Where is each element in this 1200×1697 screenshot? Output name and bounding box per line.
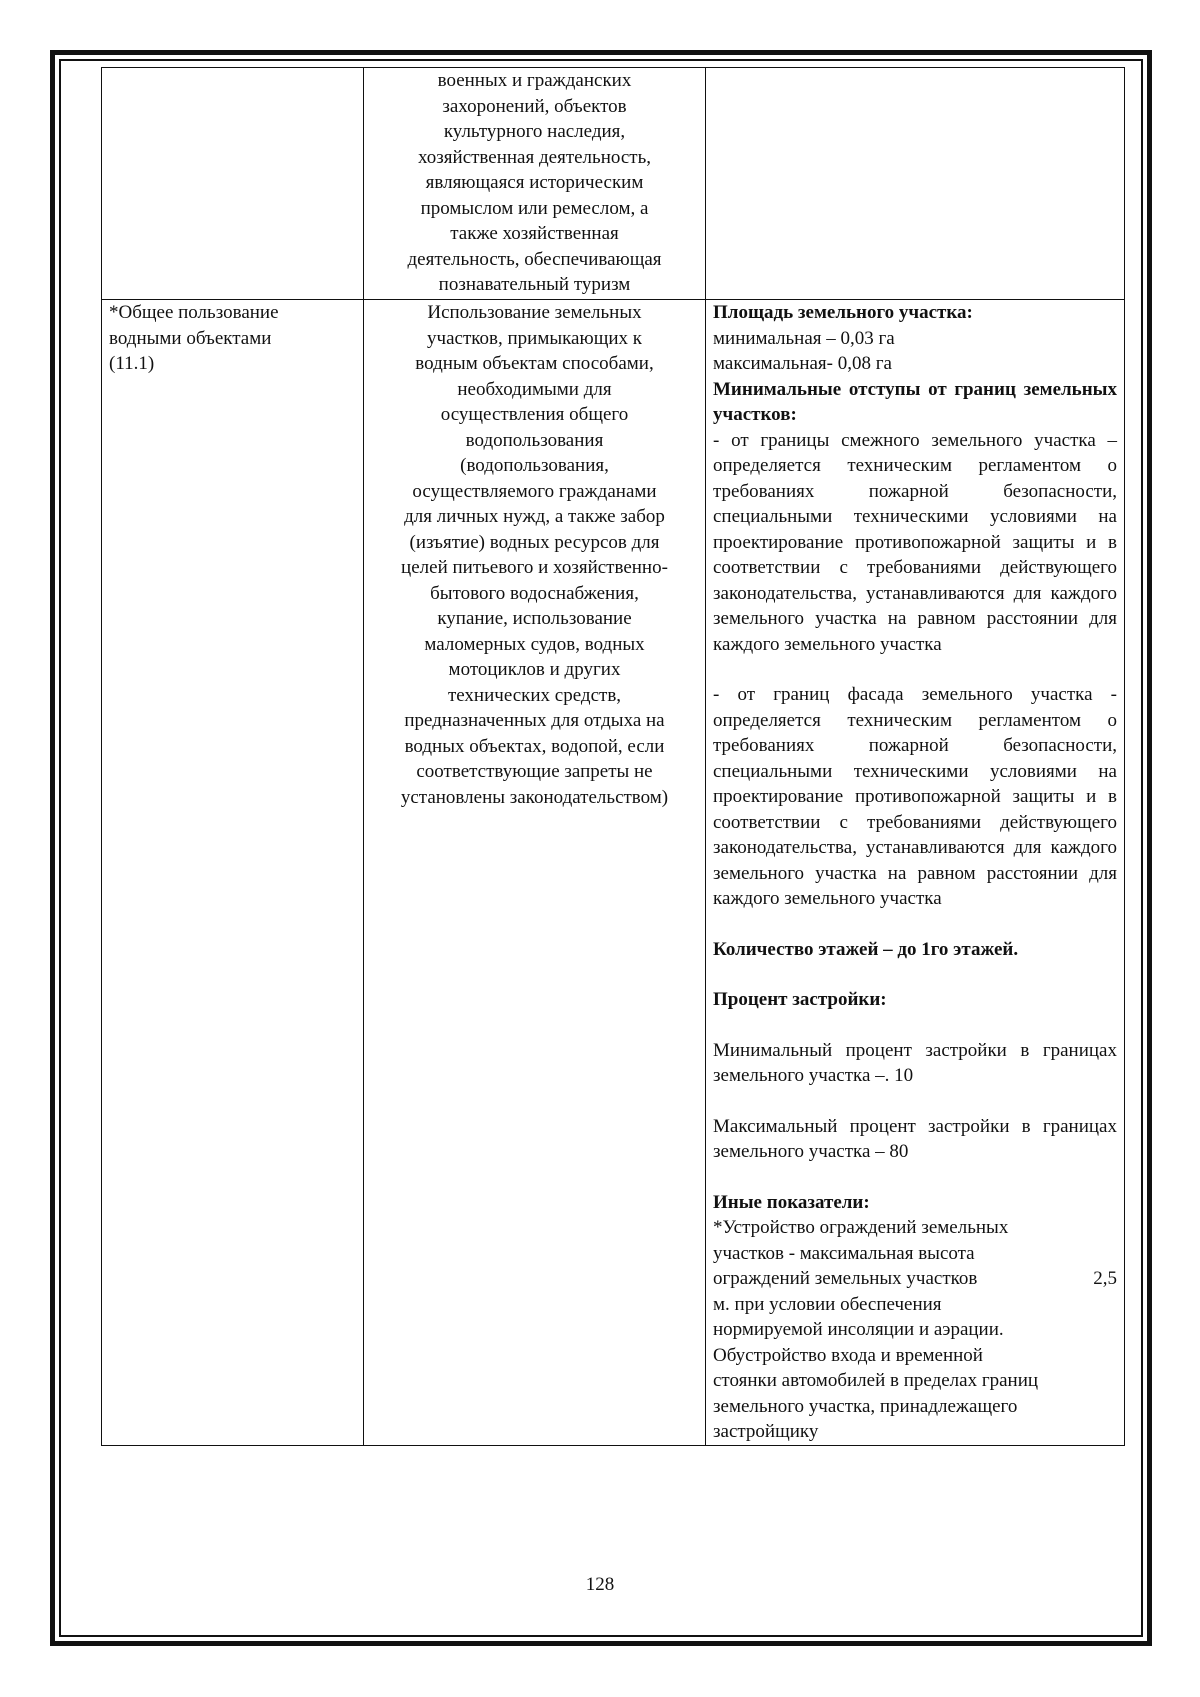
text-line: участков, примыкающих к: [427, 327, 642, 349]
page-number: 128: [585, 1574, 615, 1595]
text-line: (водопользования,: [460, 455, 609, 476]
text-line: являющаяся историческим: [425, 172, 644, 193]
other-title: Иные показатели:: [713, 1191, 870, 1213]
text-line: маломерных судов, водных: [424, 633, 645, 655]
text-line: бытового водоснабжения,: [430, 582, 639, 604]
regulation-table: [101, 67, 1125, 1446]
cell-use-description: [364, 300, 706, 1446]
text-line: соответствующие запреты не: [416, 761, 653, 782]
area-min: минимальная – 0,03 га: [713, 327, 895, 349]
text-line: целей питьевого и хозяйственно-: [401, 557, 668, 578]
text-line: деятельность, обеспечивающая: [407, 248, 662, 270]
parking-text: Обустройство входа и временной стоянки автомобилей в пределах границ земельного участка, принадлежащего застройщику: [713, 1344, 1039, 1442]
text-line: хозяйственная деятельность,: [418, 146, 651, 168]
text-line: купание, использование: [437, 608, 632, 629]
text-line: (11.1): [109, 353, 155, 374]
text-line: *Общее пользование: [109, 302, 279, 323]
text-line: промыслом или ремеслом, а: [420, 197, 649, 219]
setback-adjacent: - от границы смежного земельного участка – определяется техническим регламентом о требованиях пожарной безопасности, специальными техническими условиями на проектирование противопожарной защиты и в соответствии с требованиями действующего законодательства, устанавливаются для каждого земельного участка на равном расстоянии для каждого земельного участка: [713, 429, 1117, 655]
table-row: [102, 300, 1125, 1446]
floors-count: Количество этажей – до 1го этажей.: [713, 938, 1019, 960]
text-line: необходимыми для: [457, 378, 612, 400]
text-line: также хозяйственная: [450, 223, 619, 244]
coverage-min: Минимальный процент застройки в границах земельного участка –. 10: [713, 1039, 1117, 1086]
coverage-title: Процент застройки:: [713, 989, 887, 1010]
text-line: (изъятие) водных ресурсов для: [409, 531, 660, 553]
text-line: военных и гражданских: [437, 70, 632, 91]
text-line: осуществления общего: [440, 404, 629, 425]
cell-parameters: [706, 68, 1125, 300]
table-row: [102, 68, 1125, 300]
text-line: мотоциклов и других: [448, 659, 621, 680]
setback-title: Минимальные отступы от границ земельных участков:: [713, 378, 1117, 425]
text-line: водными объектами: [109, 327, 272, 349]
text-line: водных объектах, водопой, если: [404, 735, 665, 757]
text-line: предназначенных для отдыха на: [404, 710, 665, 731]
setback-facade: - от границ фасада земельного участка - определяется техническим регламентом о требованиях пожарной безопасности, специальными техническими условиями на проектирование противопожарной защиты и в соответствии с требованиями действующего законодательства, устанавливаются для каждого земельного участка на равном расстоянии для каждого земельного участка: [713, 684, 1117, 909]
text-line: водным объектам способами,: [415, 353, 654, 374]
text-line: культурного наследия,: [443, 121, 626, 142]
text-line: захоронений, объектов: [442, 95, 627, 117]
cell-use-type: [102, 68, 364, 300]
fence-text: *Устройство ограждений земельных участков - максимальная высота ограждений земельных участков 2,5 м. при условии обеспечения нормируемой инсоляции и аэрации.: [713, 1217, 1117, 1340]
text-line: технических средств,: [447, 684, 622, 706]
text-line: познавательный туризм: [438, 274, 631, 295]
text-line: для личных нужд, а также забор: [404, 506, 665, 527]
cell-use-description: [364, 68, 706, 300]
cell-parameters: [706, 300, 1125, 1446]
text-line: осуществляемого гражданами: [412, 480, 657, 502]
area-max: максимальная- 0,08 га: [713, 353, 892, 374]
cell-use-type: [102, 300, 364, 1446]
text-line: водопользования: [465, 429, 604, 451]
area-title: Площадь земельного участка:: [713, 302, 973, 323]
text-line: Использование земельных: [427, 302, 642, 323]
coverage-max: Максимальный процент застройки в границах земельного участка – 80: [713, 1115, 1117, 1162]
text-line: установлены законодательством): [400, 786, 669, 808]
